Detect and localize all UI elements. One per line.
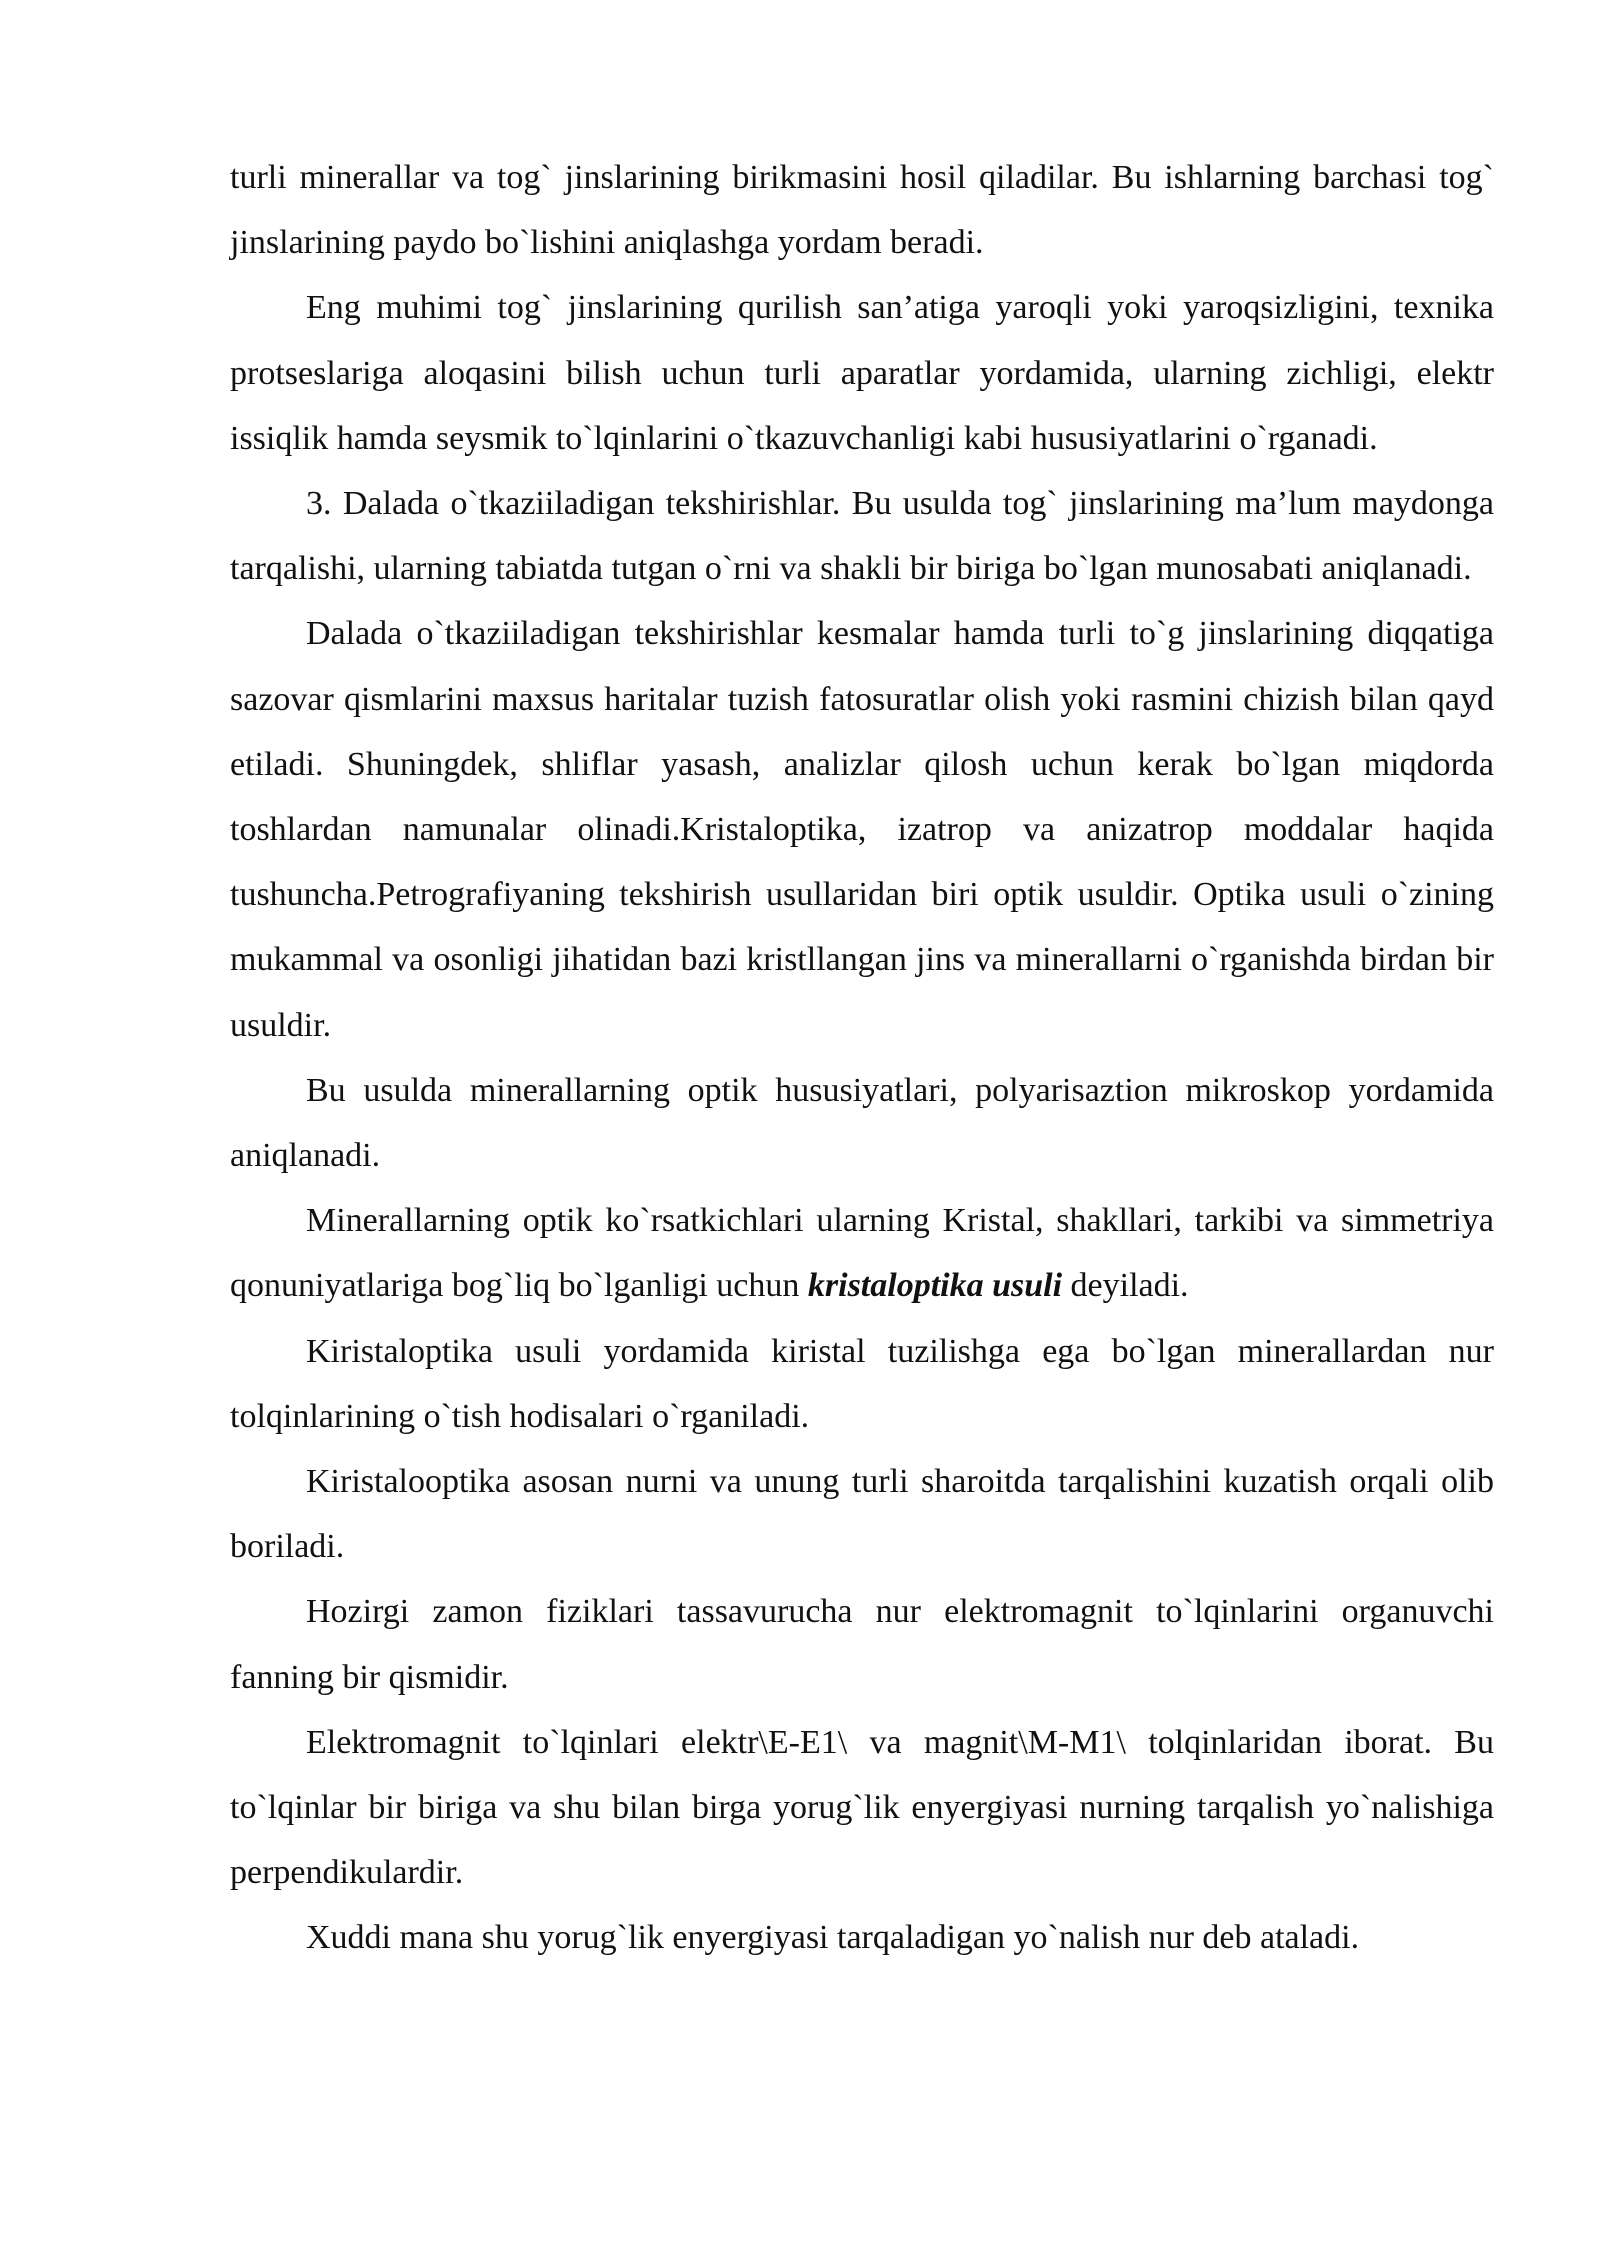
document-body: [230, 145, 1494, 1971]
paragraph: 3. Dalada o`tkaziiladigan tekshirishlar. Bu usulda tog` jinslarining ma’lum maydonga tarqalishi, ularning tabiatda tutgan o`rni va shakli bir biriga bo`lgan munosabati aniqlanadi.: [230, 485, 1494, 588]
paragraph-text: deyiladi.: [1062, 1267, 1189, 1305]
paragraph: Hozirgi zamon fiziklari tassavurucha nur elektromagnit to`lqinlarini organuvchi fanning bir qismidir.: [230, 1593, 1494, 1696]
paragraph-text: Minerallarning optik ko`rsatkichlari ularning Kristal, shakllari, tarkibi va simmetriya qonuniyatlariga bog`liq bo`lganligi uchun: [230, 1202, 1494, 1305]
emphasized-term: kristaloptika usuli: [807, 1267, 1063, 1305]
paragraph: Bu usulda minerallarning optik hususiyatlari, polyarisaztion mikroskop yordamida aniqlanadi.: [230, 1071, 1494, 1175]
paragraph: Kiristaloptika usuli yordamida kiristal tuzilishga ega bo`lgan minerallardan nur tolqinlarining o`tish hodisalari o`rganiladi.: [230, 1332, 1494, 1435]
paragraph-with-emphasis: [230, 1188, 1494, 1318]
paragraph: Xuddi mana shu yorug`lik enyergiyasi tarqaladigan yo`nalish nur deb ataladi.: [306, 1919, 1360, 1957]
paragraph: Elektromagnit to`lqinlari elektr\E-E1\ va magnit\M-M1\ tolqinlaridan iborat. Bu to`lqinlar bir biriga va shu bilan birga yorug`lik enyergiyasi nurning tarqalish yo`nalishiga perpendikulardir.: [230, 1723, 1494, 1892]
paragraph: Dalada o`tkaziiladigan tekshirishlar kesmalar hamda turli to`g jinslarining diqqatiga sazovar qismlarini maxsus haritalar tuzish fatosuratlar olish yoki rasmini chizish bilan qayd etiladi. Shuningdek, shliflar yasash, analizlar qilosh uchun kerak bo`lgan miqdorda toshlardan namunalar olinadi.Kristaloptika, izatrop va anizatrop moddalar haqida tushuncha.Petrografiyaning tekshirish usullaridan biri optik usuldir. Optika usuli o`zining mukammal va osonligi jihatidan bazi kristllangan jins va minerallarni o`rganishda birdan bir usuldir.: [230, 615, 1494, 1044]
paragraph: Kiristalooptika asosan nurni va unung turli sharoitda tarqalishini kuzatish orqali olib boriladi.: [230, 1463, 1494, 1566]
paragraph-continuation: turli minerallar va tog` jinslarining birikmasini hosil qiladilar. Bu ishlarning barchasi tog` jinslarining paydo bo`lishini aniqlashga yordam beradi.: [230, 159, 1494, 262]
paragraph: Eng muhimi tog` jinslarining qurilish san’atiga yaroqli yoki yaroqsizligini, texnika protseslariga aloqasini bilish uchun turli aparatlar yordamida, ularning zichligi, elektr issiqlik hamda seysmik to`lqinlarini o`tkazuvchanligi kabi hususiyatlarini o`rganadi.: [230, 289, 1494, 457]
